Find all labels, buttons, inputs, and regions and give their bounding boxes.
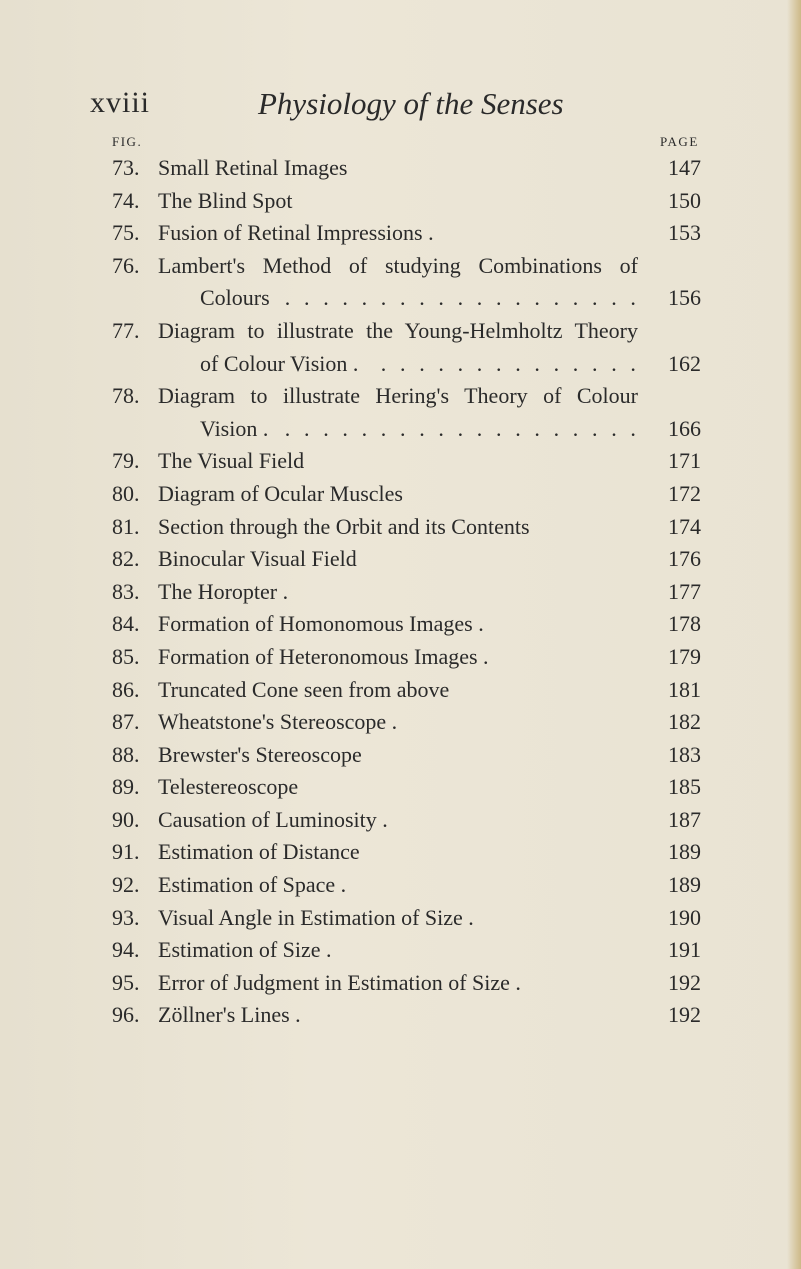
page-number: 181: [668, 676, 701, 702]
page-number: 176: [668, 546, 701, 572]
page-number: 150: [668, 187, 701, 213]
figure-title: The Blind Spot: [158, 187, 293, 213]
column-heading-page: PAGE: [660, 134, 699, 149]
leader-dots: ...................: [284, 285, 650, 311]
list-of-illustrations: [112, 152, 712, 1032]
page-number: 179: [668, 643, 701, 669]
figure-title: Brewster's Stereoscope: [158, 741, 362, 767]
figure-title: The Visual Field: [158, 448, 305, 474]
figure-number: 84.: [112, 611, 140, 637]
figure-number: 92.: [112, 872, 140, 898]
toc-entry: [112, 380, 712, 445]
toc-entry: [112, 608, 712, 641]
figure-title: Fusion of Retinal Impressions .: [158, 220, 434, 246]
toc-entry: [112, 478, 712, 511]
leader-dots: ...................: [284, 415, 650, 441]
figure-number: 73.: [112, 155, 140, 180]
figure-title: The Horopter .: [158, 578, 289, 604]
figure-title: Causation of Luminosity .: [158, 806, 388, 832]
figure-title: Error of Judgment in Estimation of Size .: [158, 969, 521, 995]
toc-entry: [112, 185, 712, 218]
figure-number: 78.: [112, 383, 140, 409]
figure-title: Zöllner's Lines .: [158, 1002, 301, 1028]
figure-number: 85.: [112, 643, 140, 669]
page-number-roman: xviii: [90, 86, 151, 119]
toc-entry: [112, 706, 712, 739]
toc-entry: [112, 836, 712, 869]
toc-entry: [112, 445, 712, 478]
page-edge: [787, 0, 801, 1269]
toc-entry: [112, 869, 712, 902]
page-number: 147: [668, 155, 701, 180]
figure-number: 80.: [112, 480, 140, 506]
figure-title: Diagram of Ocular Muscles: [158, 480, 403, 506]
page-number: 162: [668, 350, 701, 376]
page-number: 171: [668, 448, 701, 474]
figure-number: 86.: [112, 676, 140, 702]
toc-entry: [112, 641, 712, 674]
figure-number: 74.: [112, 187, 140, 213]
page-number: 192: [668, 969, 701, 995]
figure-title: Telestereoscope: [158, 774, 299, 800]
toc-entry: [112, 999, 712, 1032]
page-number: 189: [668, 872, 701, 898]
leader-dots: ..............: [380, 350, 650, 376]
page-number: 192: [668, 1002, 701, 1028]
page-number: 185: [668, 774, 701, 800]
figure-title: Truncated Cone seen from above: [158, 676, 450, 702]
toc-entry: [112, 250, 712, 315]
toc-entry: [112, 967, 712, 1000]
page-number: 191: [668, 937, 701, 963]
figure-number: 76.: [112, 252, 140, 278]
figure-title: Formation of Heteronomous Images .: [158, 643, 489, 669]
figure-title: Diagram to illustrate Hering's Theory of Colour: [158, 383, 638, 409]
toc-entry: [112, 576, 712, 609]
page-number: 182: [668, 709, 701, 735]
toc-entry: [112, 902, 712, 935]
figure-title: Estimation of Space .: [158, 872, 347, 898]
figure-title: Wheatstone's Stereoscope .: [158, 709, 398, 735]
figure-number: 82.: [112, 546, 140, 572]
figure-number: 81.: [112, 513, 140, 539]
toc-entry: [112, 217, 712, 250]
figure-title-continued: of Colour Vision .: [200, 350, 359, 376]
page-number: 156: [668, 285, 701, 311]
toc-entry: [112, 315, 712, 380]
figure-title-continued: Colours: [200, 285, 270, 311]
column-heading-fig: FIG.: [112, 134, 143, 149]
toc-entry: [112, 543, 712, 576]
figure-title: Formation of Homonomous Images .: [158, 611, 484, 637]
toc-entry: [112, 152, 712, 185]
toc-entry: [112, 804, 712, 837]
figure-number: 94.: [112, 937, 140, 963]
figure-title: Estimation of Distance: [158, 839, 360, 865]
figure-title: Visual Angle in Estimation of Size .: [158, 904, 474, 930]
figure-number: 93.: [112, 904, 140, 930]
page-number: 174: [668, 513, 701, 539]
figure-title-continued: Vision .: [200, 415, 269, 441]
figure-title: Estimation of Size .: [158, 937, 332, 963]
page-number: 187: [668, 806, 701, 832]
toc-entry: [112, 511, 712, 544]
figure-number: 83.: [112, 578, 140, 604]
figure-title: Small Retinal Images: [158, 155, 348, 180]
figure-number: 75.: [112, 220, 140, 246]
page-number: 172: [668, 480, 701, 506]
figure-title: Lambert's Method of studying Combinations of: [158, 252, 638, 278]
figure-number: 90.: [112, 806, 140, 832]
page-number: 166: [668, 415, 701, 441]
figure-title: Binocular Visual Field: [158, 546, 357, 572]
figure-number: 95.: [112, 969, 140, 995]
page-number: 178: [668, 611, 701, 637]
toc-entry: [112, 771, 712, 804]
running-title: Physiology of the Senses: [258, 86, 564, 121]
figure-title: Diagram to illustrate the Young-Helmholtz Theory: [158, 317, 638, 343]
toc-entry: [112, 674, 712, 707]
page-number: 189: [668, 839, 701, 865]
figure-number: 88.: [112, 741, 140, 767]
page-header: [90, 86, 610, 126]
figure-number: 91.: [112, 839, 140, 865]
toc-entry: [112, 739, 712, 772]
figure-number: 79.: [112, 448, 140, 474]
page-number: 153: [668, 220, 701, 246]
figure-title: Section through the Orbit and its Contents: [158, 513, 530, 539]
page-number: 177: [668, 578, 701, 604]
page-number: 190: [668, 904, 701, 930]
figure-number: 77.: [112, 317, 140, 343]
toc-entry: [112, 934, 712, 967]
figure-number: 87.: [112, 709, 140, 735]
figure-number: 96.: [112, 1002, 140, 1028]
figure-number: 89.: [112, 774, 140, 800]
page-number: 183: [668, 741, 701, 767]
